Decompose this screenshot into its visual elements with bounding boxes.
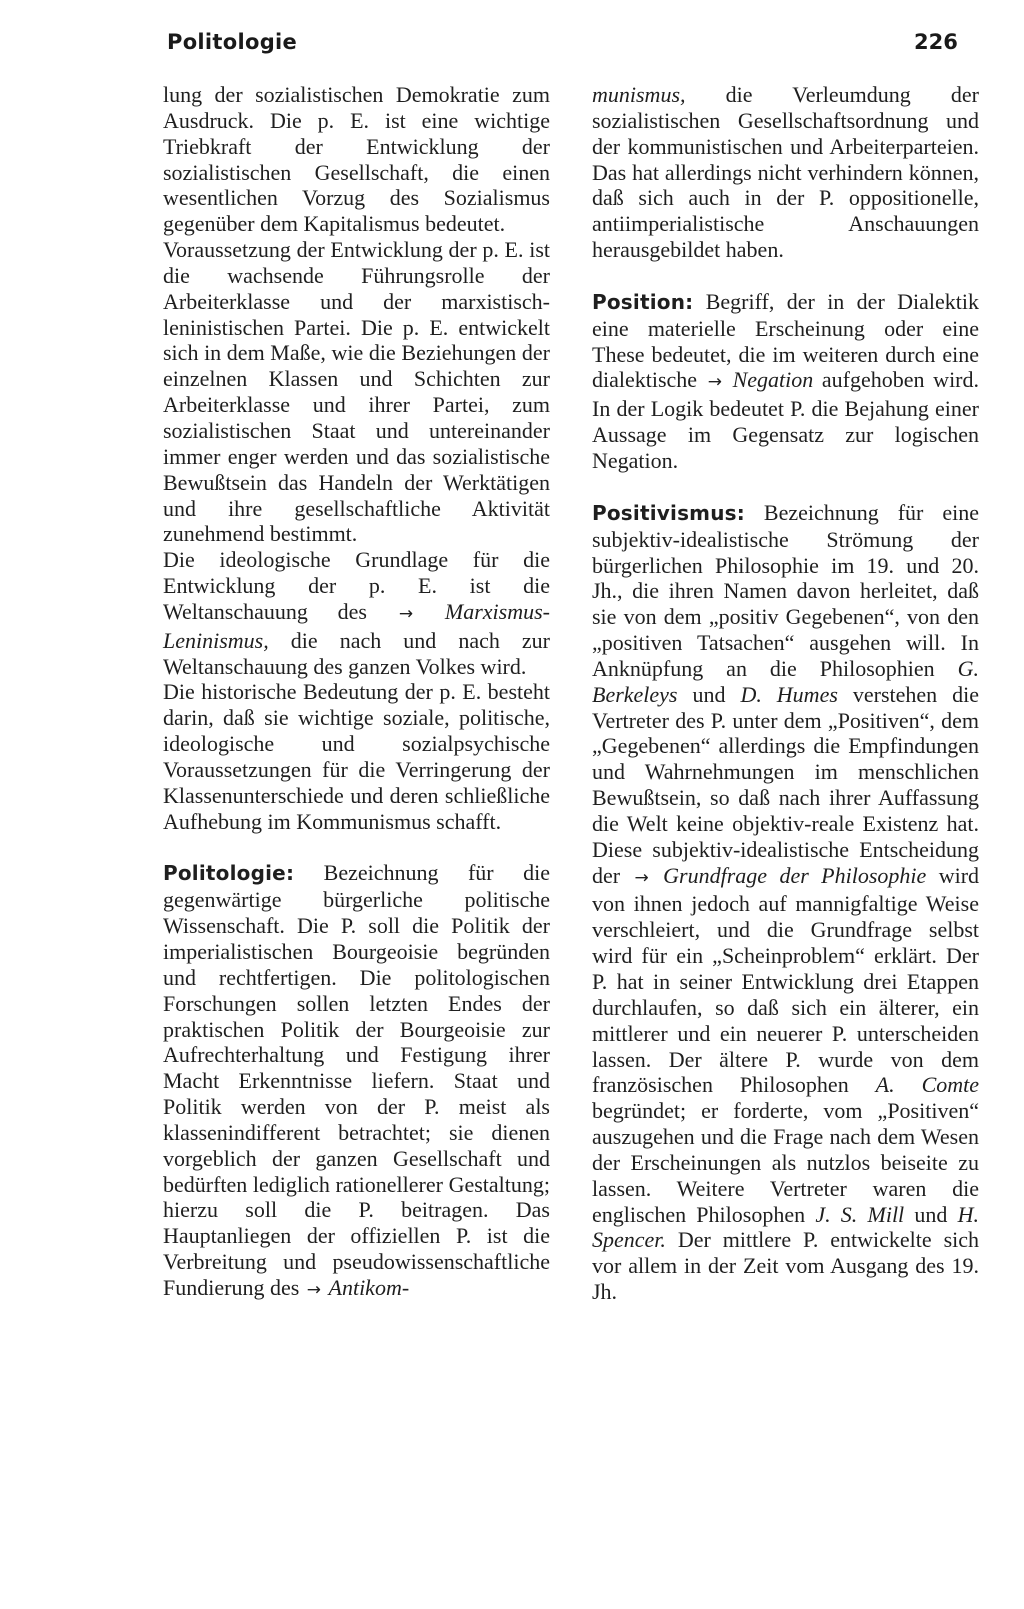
paragraph-historical-significance: Die historische Bedeutung der p. E. besteht darin, daß sie wichtige soziale, politische, ideologische und sozialpsychische Voraussetzungen für die Verringerung der Klassenunterschiede und deren schließliche Aufhebung im Kommunismus schafft. (163, 679, 550, 834)
person-name: G. Berkeleys (592, 655, 979, 707)
entry-position (592, 289, 979, 474)
cross-reference-arrow-icon: → (306, 1279, 322, 1300)
headword-positivismus: Positivismus: (592, 500, 745, 525)
cross-reference-arrow-icon: → (634, 867, 649, 888)
entry-text: begründet; er forderte, vom „Positiven“ auszugehen und die Frage nach dem Wesen der Erscheinungen als nutzlos beiseite zu lassen. Weitere Vertreter waren die englischen Philosophen (592, 1098, 979, 1227)
text-segment: Die ideologische Grundlage für die Entwicklung der p. E. ist die Weltanschauung des (163, 547, 550, 624)
entry-text: Der mittlere P. entwickelte sich vor allem in der Zeit vom Ausgang des 19. Jh. (592, 1227, 980, 1305)
entry-text: und (914, 1201, 948, 1227)
cross-reference-grundfrage: Grundfrage der Philosophie (663, 862, 927, 888)
person-name: H. Spencer. (592, 1201, 980, 1253)
entry-text: Bezeichnung für eine subjektiv-idealistische Strömung der bürgerlichen Philosophie im 19. und 20. Jh., die ihren Namen davon herleitet, daß sie von dem „positiv Gegebenen“, von den „positiven Tatsachen“ ausgehen will. In Anknüpfung an die Philosophien (592, 499, 979, 681)
headword-position: Position: (592, 289, 694, 314)
entry-positivismus (592, 500, 979, 1305)
cross-reference-continuation: munismus, (592, 82, 686, 107)
paragraph-prerequisites: Voraussetzung der Entwicklung der p. E. ist die wachsende Führungsrolle der Arbeiterklasse und der marxistisch-leninistischen Partei. Die p. E. entwickelt sich in dem Maße, wie die Beziehungen der einzelnen Klassen und Schichten zur Arbeiterklasse und ihrer Partei, zum sozialistischen Staat und untereinander immer enger werden und das sozialistische Bewußtsein das Handeln der Werktätigen und ihre gesellschaftliche Aktivität zunehmend bestimmt. (163, 237, 550, 547)
page-number: 226 (914, 30, 958, 54)
left-column (163, 82, 550, 1304)
person-name: J. S. Mill (815, 1201, 905, 1227)
entry-text: verstehen die Vertreter des P. unter dem „Positiven“, dem „Gegebenen“ allerdings die Empfindungen und Wahrnehmungen im menschlichen Bewußtsein, so daß nach ihrer Auffassung die Welt keine objektiv-reale Existenz hat. Diese subjektiv-idealistische Entscheidung der (592, 681, 980, 888)
person-name: D. Humes (740, 681, 838, 707)
running-head-title: Politologie (167, 30, 298, 54)
entry-text: und (692, 681, 726, 707)
cross-reference-marxismus-leninismus: Marxismus-Leninismus, (163, 598, 551, 653)
paragraph-democracy-continuation: lung der sozialistischen Demokratie zum Ausdruck. Die p. E. ist eine wichtige Triebkraft der Entwicklung der sozialistischen Gesellschaft, die einen wesentlichen Vorzug des Sozialismus gegenüber dem Kapitalismus bedeutet. (163, 82, 550, 237)
paragraph-ideological-basis (163, 547, 550, 679)
person-name: A. Comte (875, 1072, 980, 1098)
text-segment: die nach und nach zur Weltanschauung des ganzen Volkes wird. (163, 627, 550, 679)
entry-politologie (163, 860, 550, 1303)
cross-reference-arrow-icon: → (707, 372, 722, 393)
cross-reference-arrow-icon: → (398, 603, 414, 624)
entry-text: wird von ihnen jedoch auf mannigfaltige Weise verschleiert, und die Grundfrage selbst wird für ein „Scheinproblem“ erklärt. Der P. hat in seiner Entwicklung drei Etappen durchlaufen, so daß sich ein älterer, ein mittlerer und ein neuerer P. unterscheiden lassen. Der ältere P. wurde von dem französischen Philosophen (592, 862, 980, 1098)
right-column (592, 82, 979, 1305)
entry-text: Bezeichnung für die gegenwärtige bürgerliche politische Wissenschaft. Die P. soll die Politik der imperialistischen Bourgeoisie begründen und rechtfertigen. Die politologischen Forschungen sollen letzten Endes der praktischen Politik der Bourgeoisie zur Aufrechterhaltung und Festigung ihrer Macht Erkenntnisse liefern. Staat und Politik werden von der P. meist als klassenindifferent betrachtet; sie dienen vorgeblich der ganzen Gesellschaft und bedürften lediglich rationellerer Gestaltung; hierzu soll die P. beitragen. Das Hauptanliegen der offiziellen P. ist die Verbreitung und pseudowissenschaftliche Fundierung des (163, 860, 551, 1300)
paragraph-politologie-continuation (592, 82, 979, 263)
cross-reference-negation: Negation (732, 367, 814, 393)
entry-text: Begriff, der in der Dialektik eine materielle Erscheinung oder eine These bedeutet, die im weiteren durch eine dialektische (592, 288, 980, 393)
entry-text: die Verleumdung der sozialistischen Gesellschaftsordnung und der kommunistischen und Arbeiterparteien. Das hat allerdings nicht verhindern können, daß sich auch in der P. oppositionelle, antiimperialistische Anschauungen herausgebildet haben. (592, 82, 979, 263)
headword-politologie: Politologie: (163, 861, 295, 886)
cross-reference-antikommunismus: Antikom- (328, 1274, 410, 1300)
entry-text: aufgehoben wird. In der Logik bedeutet P. die Bejahung einer Aussage im Gegensatz zur logischen Negation. (592, 367, 980, 473)
